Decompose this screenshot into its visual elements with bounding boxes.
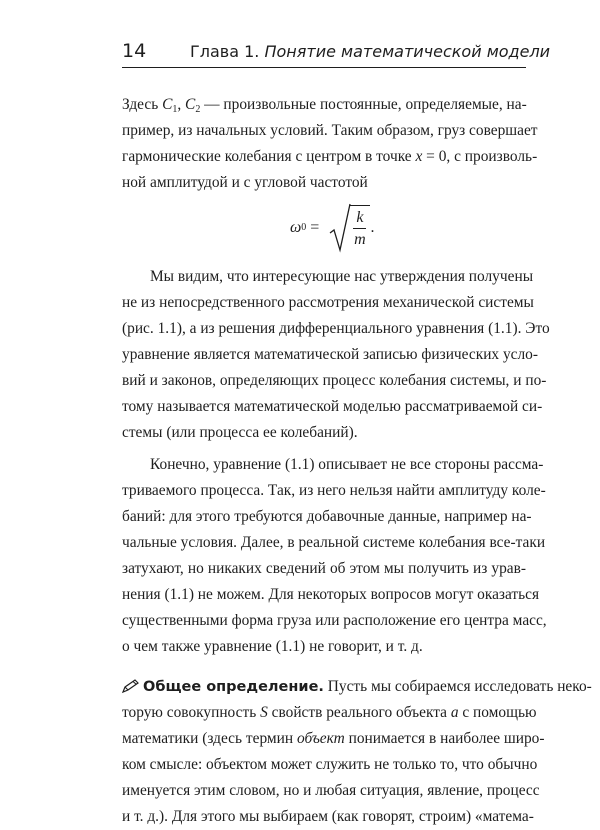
fraction-denominator: m <box>354 231 366 248</box>
text-line: уравнение является математической записью физических усло- <box>122 346 538 363</box>
text-span: = 0, с произволь- <box>422 148 538 165</box>
text-line: о чем также уравнение (1.1) не говорит, и т. д. <box>122 638 423 655</box>
text-line: именуется этим словом, но и любая ситуация, явление, процесс <box>122 782 540 799</box>
math-var: C <box>162 96 173 113</box>
text-line: баний: для этого требуются добавочные данные, например на- <box>122 508 532 525</box>
text-line: стемы (или процесса ее колебаний). <box>122 424 358 441</box>
text-line <box>122 674 592 700</box>
math-var: x <box>415 148 423 165</box>
formula-lhs: ω <box>290 219 302 236</box>
formula-body: ω 0 = $\frac{k}{m}$ . <box>290 202 374 254</box>
emphasis: объект <box>296 730 345 747</box>
paragraph-definition <box>122 674 592 830</box>
text-span: понимается в наиболее широ- <box>344 730 545 747</box>
running-header <box>122 40 551 66</box>
text-span: , <box>177 96 186 113</box>
formula-equals: = <box>306 219 324 236</box>
running-head <box>190 42 550 61</box>
text-span: торую совокупность <box>122 704 261 721</box>
math-var: S <box>260 704 268 721</box>
text-line: затухают, но никаких сведений об этом мы получить из урав- <box>122 560 526 577</box>
text-span: — произвольные постоянные, определяемые, на- <box>200 96 527 113</box>
text-span: свойств реального объекта <box>267 704 451 721</box>
text-span: Здесь <box>122 96 163 113</box>
formula-period: . <box>370 219 375 236</box>
text-line <box>122 92 526 118</box>
chapter-title: Понятие математической модели <box>264 42 551 61</box>
text-line <box>122 726 545 752</box>
text-line: и т. д.). Для этого мы выбираем (как говорят, строим) «матема- <box>122 808 534 825</box>
page-body <box>122 92 592 830</box>
text-line: пример, из начальных условий. Таким образом, груз совершает <box>122 122 538 139</box>
text-line: Мы видим, что интересующие нас утверждения получены <box>150 268 534 285</box>
text-line: ком смысле: объектом может служить не только то, что обычно <box>122 756 538 773</box>
header-rule <box>122 67 526 68</box>
chapter-label: Глава 1. <box>190 42 260 61</box>
paragraph-1 <box>122 92 538 196</box>
sqrt-sign-icon <box>329 203 351 253</box>
math-sub: 1 <box>172 104 178 115</box>
paragraph-2 <box>122 264 550 446</box>
definition-heading: Общее определение. <box>143 679 324 695</box>
text-line: тому называется математической моделью рассматриваемой си- <box>122 398 543 415</box>
text-line: вий и законов, определяющих процесс колебания системы, и по- <box>122 372 547 389</box>
math-sub: 2 <box>195 104 201 115</box>
text-line: ной амплитудой и с угловой частотой <box>122 174 368 191</box>
text-span: Пусть мы собираемся исследовать неко- <box>323 678 592 695</box>
page-number: 14 <box>122 40 147 62</box>
text-line: нения (1.1) не можем. Для некоторых вопросов могут оказаться <box>122 586 540 603</box>
sqrt <box>329 203 370 253</box>
text-line: чальные условия. Далее, в реальной системе колебания все-таки <box>122 534 546 551</box>
text-line <box>122 700 537 726</box>
text-span: гармонические колебания с центром в точке <box>122 148 416 165</box>
text-line: триваемого процесса. Так, из него нельзя найти амплитуду коле- <box>122 482 546 499</box>
text-line: существенными форма груза или расположение его центра масс, <box>122 612 547 629</box>
text-line: не из непосредственного рассмотрения механической системы <box>122 294 534 311</box>
fraction <box>349 205 370 251</box>
text-line: (рис. 1.1), а из решения дифференциального уравнения (1.1). Это <box>122 320 550 337</box>
formula-omega <box>122 202 526 254</box>
fraction-numerator: k <box>353 208 366 229</box>
pencil-icon <box>122 679 140 693</box>
math-var: a <box>450 704 459 721</box>
text-span: математики (здесь термин <box>122 730 297 747</box>
text-line: Конечно, уравнение (1.1) описывает не все стороны рассма- <box>150 456 544 473</box>
text-line <box>122 144 538 170</box>
math-var: C <box>185 96 196 113</box>
paragraph-3 <box>122 452 547 660</box>
text-span: с помощью <box>458 704 537 721</box>
